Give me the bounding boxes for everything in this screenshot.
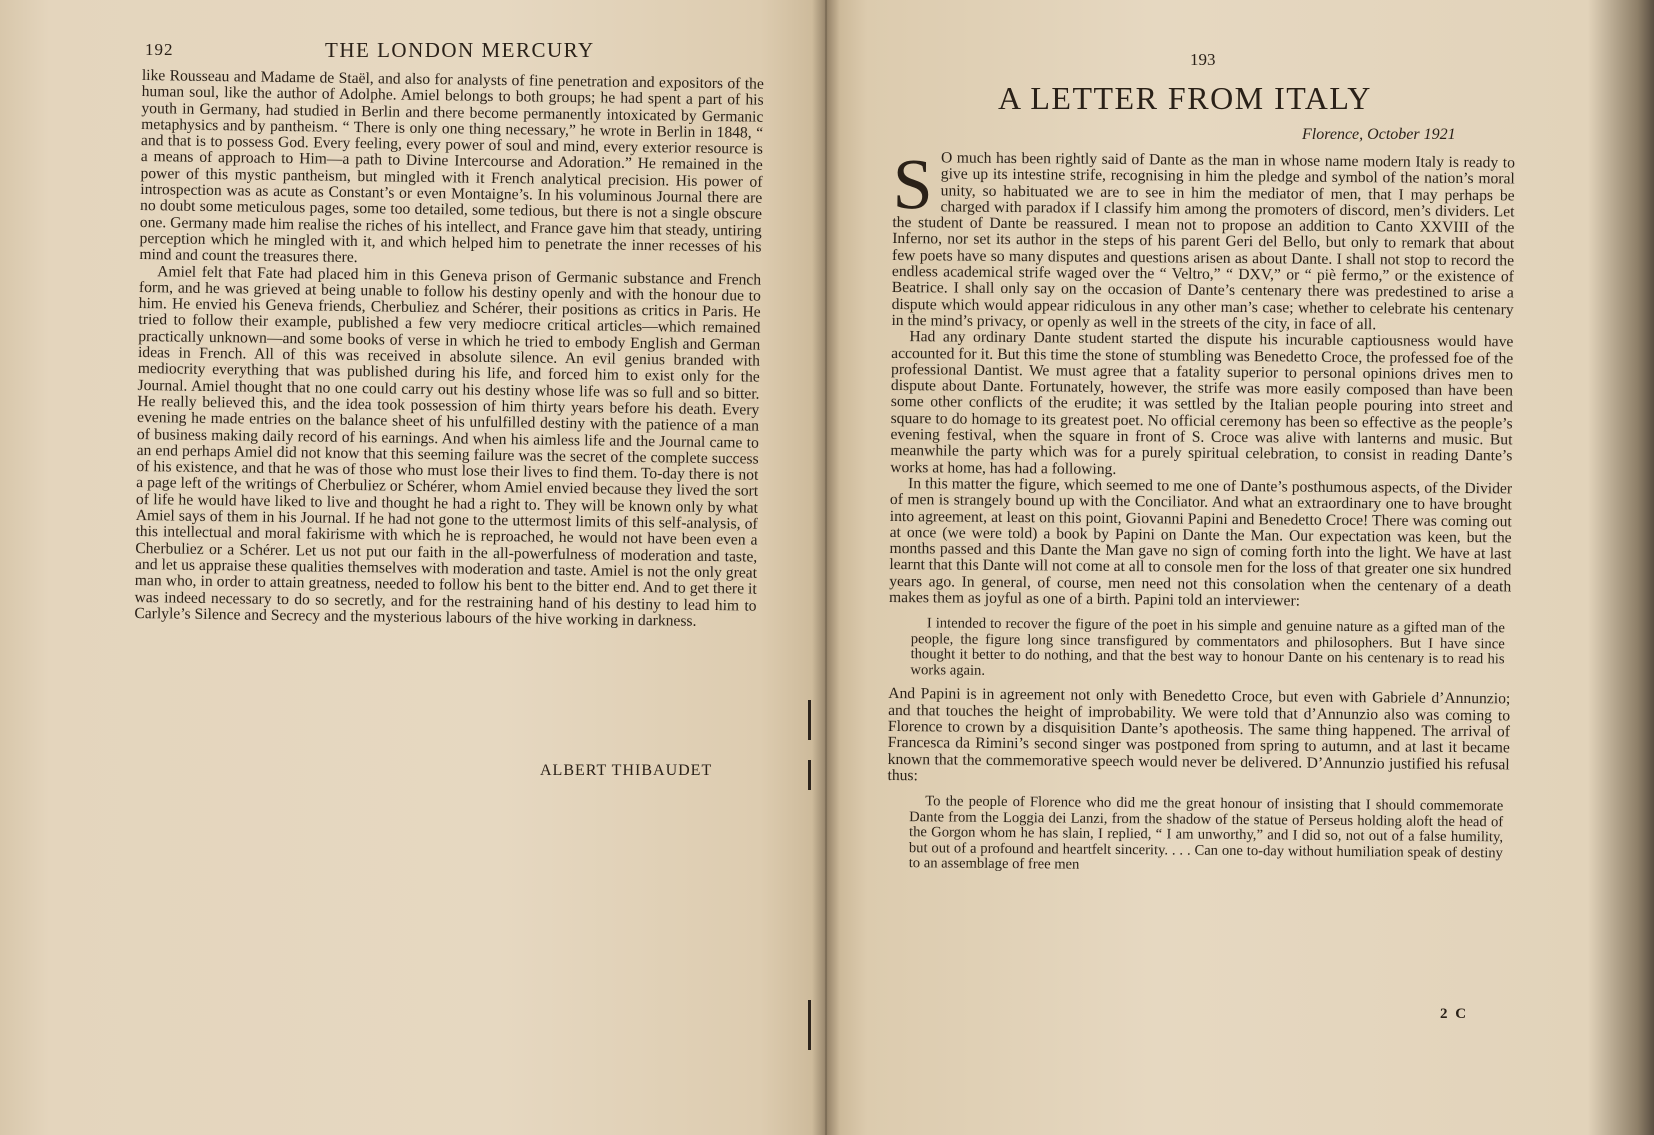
- dateline: Florence, October 1921: [1302, 126, 1456, 143]
- left-text-column: [134, 68, 764, 631]
- page-number-right: 193: [1190, 50, 1216, 69]
- dannunzio-quote-text: To the people of Florence who did me the great honour of insisting that I should commemorate Dante from the Loggia dei Lanzi, from the shadow of the statue of Perseus holding aloft the head of the Gorgon whom he has slain, I replied, “ I am unworthy,” and I did so, not out of a false humility, but out of a profound and heartfelt sincerity. . . . Can one to-day without humiliation speak of destiny to an assemblage of free men: [908, 793, 1504, 873]
- article-title: A LETTER FROM ITALY: [998, 80, 1372, 116]
- right-paragraph-3: In this matter the figure, which seemed to me one of Dante’s posthumous aspects, of the Divider of men is strangely bound up with the Conciliator. And what an extraordinary one to have brought into agreement, at least on this point, Giovanni Papini and Benedetto Croce! There was coming out at once (we were told) a book by Papini on Dante the Man. Our expectation was keen, but the months passed and this Dante the Man gave no sign of coming forth into the light. We have at last learnt that this Dante will not come at all to console men for the loss of that greater one six hundred years ago. In general, of course, men need not this consolation when the centenary of a death makes them as joyful as one of a birth. Papini told an interviewer:: [889, 475, 1513, 610]
- left-paragraph-2: Amiel felt that Fate had placed him in this Geneva prison of Germanic substance and French form, and he was grieved at being unable to follow his destiny openly and with the honour due to him. He envied his Geneva friends, Cherbuliez and Schérer, their positions as critics in Paris. He tried to follow their example, published a few very mediocre critical articles—which remained practically unknown—and some books of verse in which he tried to embody English and German ideas in French. All of this was received in absolute silence. An evil genius branded with mediocrity everything that was published during his life, and forced him to exist only for the Journal. Amiel thought that no one could carry out his destiny whose life was so full and so bitter. He really believed this, and the idea took possession of him thirty years before his death. Every evening he made entries on the balance sheet of his unfulfilled destiny with the patience of a man of business making daily record of his earnings. And when his aimless life and the Journal came to an end perhaps Amiel did not know that this seeming failure was the secret of the complete success of his existence, and that he was of those who must lose their lives to find them. To-day there is not a page left of the writings of Cherbuliez or Schérer, whom Amiel envied because they lived the sort of life he would have liked to live and thought he had a right to. They will be known only by what Amiel says of them in his Journal. If he had not gone to the uttermost limits of this self-analysis, of this intellectual and moral fakirisme with which he is reproached, he would not have been even a Cherbuliez or a Schérer. Let us not put our faith in the all-powerfulness of moderation and taste, and let us appraise these qualities themselves with moderation and taste. Amiel is not the only great man who, in order to attain greatness, needed to follow his bent to the bitter end. And to get there it was indeed necessary to do so secretly, and for the restraining hand of his destiny to lead him to Carlyle’s Silence and Secrecy and the mysterious labours of the hive working in darkness.: [134, 262, 762, 630]
- left-page: [0, 0, 826, 1135]
- drop-cap: S: [892, 144, 934, 225]
- left-paragraph-1: like Rousseau and Madame de Staël, and also for analysts of fine penetration and expositors of the human soul, like the author of Adolphe. Amiel belongs to both groups; he had spent a part of his youth in Germany, had studied in Berlin and there become permanently intoxicated by Germanic metaphysics and by pantheism. “ There is only one thing necessary,” he wrote in Berlin in 1848, “ and that is to possess God. Every feeling, every power of soul and mind, every exterior resource is a means of approach to Him—a path to Divine Intercourse and Adoration.” He remained in the power of this mystic pantheism, but mingled with it French analytical precision. His power of introspection was as acute as Constant’s or even Montaigne’s. In his voluminous Journal there are no doubt some meticulous pages, some too detailed, some tedious, but there is not a single obscure one. Germany made him realise the riches of his intellect, and France gave him that steady, untiring perception which he mingled with it, and which helped him to penetrate the inner recesses of his mind and count the treasures there.: [139, 67, 764, 267]
- right-paragraph-2: Had any ordinary Dante student started the dispute his incurable captiousness would have accounted for it. But this time the stone of stumbling was Benedetto Croce, the professed foe of the professional Dantist. We must agree that a fatality superior to personal opinions drives men to dispute about Dante. Fortunately, however, the strife was more easily composed than have been some other conflicts of the erudite; it was settled by the Italian people pouring into street and square to do homage to its greatest poet. No official ceremony has been so effective as the people’s evening festival, when the square in front of S. Croce was alive with lanterns and music. But meanwhile the party which was for a purely spiritual celebration, to consist in reading Dante’s works at home, has had a following.: [890, 328, 1514, 478]
- right-paragraph-1-text: O much has been rightly said of Dante as the man in whose name modern Italy is ready to give up its intestine strife, recognising in him the pledge and symbol of the nation’s moral unity, so habituated we are to see in him the mediator of men, that I may perhaps be charged with paradox if I classify him among the promoters of discord, men’s dividers. Let the student of Dante be reassured. I mean not to propose an addition to Canto XXVIII of the Inferno, nor set its author in the steps of his parent Geri del Bello, but only to remark that about few poets have so many disputes and questions arisen as about Dante. I shall not stop to record the endless academical strife waged over the “ Veltro,” “ DXV,” or “ piè fermo,” or the existence of Beatrice. I shall only say on the occasion of Dante’s centenary there was predestined to arise a dispute which would appear ridiculous in any other man’s case; whether to celebrate his centenary in the mind’s privacy, or openly as well in the streets of the city, in face of all.: [891, 149, 1515, 334]
- right-paragraph-4: And Papini is in agreement not only with Benedetto Croce, but even with Gabriele d’Annunzio; and that touches the height of improbability. We were told that d’Annunzio also was coming to Florence to crown by a disquisition Dante’s apotheosis. The same thing happened. The arrival of Francesca da Rimini’s second singer was postponed from spring to autumn, and at last it became known that the commemorative speech would never be delivered. D’Annunzio justified his refusal thus:: [887, 685, 1511, 785]
- page-edge-mark: [808, 700, 811, 740]
- page-edge-mark: [808, 1000, 811, 1050]
- page-edge-mark: [808, 760, 811, 790]
- papini-quote: [910, 616, 1505, 683]
- page-number-left: 192: [145, 40, 174, 59]
- book-gutter: [812, 0, 840, 1135]
- dannunzio-quote: [909, 794, 1504, 877]
- papini-quote-text: I intended to recover the figure of the poet in his simple and genuine nature as a gifted man of the people, the figure long since transfigured by commentators and philosophers. But I have since thought it better to do nothing, and that the best way to honour Dante on his centenary is to read his works again.: [910, 615, 1505, 679]
- right-paragraph-1: [891, 144, 1515, 335]
- journal-title: THE LONDON MERCURY: [325, 38, 595, 62]
- author-signature: ALBERT THIBAUDET: [540, 762, 713, 779]
- right-text-column: [887, 144, 1515, 885]
- printer-signature-mark: 2 C: [1440, 1006, 1469, 1022]
